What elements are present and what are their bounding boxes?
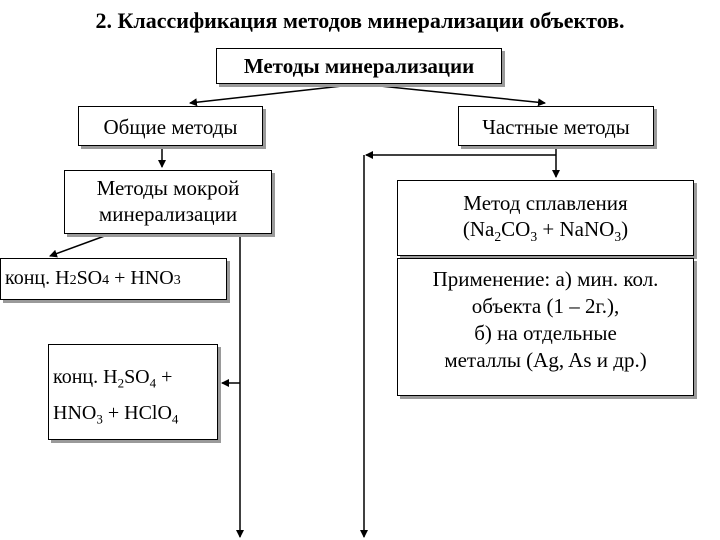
fusion-formula-sub: 3 [530, 229, 538, 245]
application-line-3: б) на отдельные [474, 321, 617, 345]
fusion-formula-sub: 2 [494, 229, 502, 245]
acid1-small: 4 [102, 273, 110, 288]
node-mineralization-methods: Методы минерализации [216, 48, 502, 84]
node-wet-mineralization [64, 170, 272, 234]
acid2-part: SO [124, 366, 150, 388]
node-special-methods: Частные методы [458, 106, 654, 146]
acid1-part: SO [76, 267, 103, 289]
acid2-sub: 3 [96, 411, 103, 427]
fusion-formula-part: + NaNO [537, 217, 615, 242]
fusion-formula-part: ) [621, 217, 629, 242]
acid2-part: + HClO [102, 402, 172, 424]
fusion-line-1: Метод сплавления [463, 191, 628, 215]
connector-root-to-special [360, 84, 545, 103]
wet-line-1: Методы мокрой [96, 176, 240, 200]
page-title: 2. Классификация методов минерализации объектов. [95, 8, 625, 33]
acid1-formula [5, 266, 226, 291]
acid2-sub: 4 [171, 411, 179, 427]
acid2-line-2 [53, 395, 217, 431]
application-line-4: металлы (Ag, As и др.) [444, 348, 647, 372]
acid2-part: + [156, 366, 173, 388]
connector-wet-to-acid1 [50, 234, 110, 256]
acid1-small: 2 [69, 273, 77, 288]
acid2-sub: 4 [149, 375, 157, 391]
acid1-part: конц. H [5, 267, 70, 289]
node-application [397, 258, 694, 396]
fusion-formula-part: (Na [462, 217, 495, 242]
acid2-sub: 2 [117, 375, 125, 391]
application-line-2: объекта (1 – 2г.), [471, 294, 620, 318]
node-acid-mixture-1 [0, 258, 227, 300]
node-fusion-method [397, 180, 694, 256]
acid2-part: конц. H [53, 366, 118, 388]
acid2-line-1 [53, 359, 217, 395]
acid2-part: HNO [53, 402, 97, 424]
node-acid-mixture-2 [48, 344, 218, 440]
wet-line-2: минерализации [98, 202, 238, 227]
node-common-methods: Общие методы [78, 106, 263, 146]
fusion-formula-part: CO [501, 217, 531, 242]
acid1-part: + HNO [109, 267, 174, 289]
fusion-formula [398, 216, 693, 245]
acid1-small: 3 [173, 273, 181, 288]
application-line-1: Применение: а) мин. кол. [432, 267, 659, 291]
fusion-formula-sub: 3 [614, 229, 622, 245]
connector-root-to-common [190, 84, 360, 103]
